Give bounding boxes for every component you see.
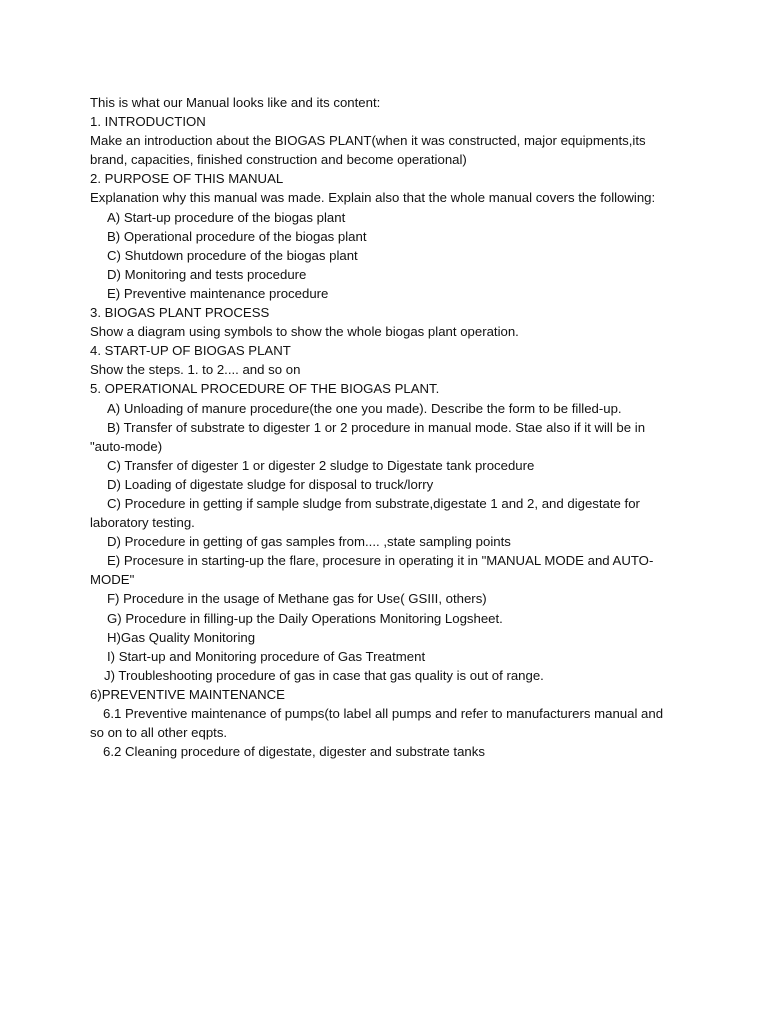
list-item: C) Transfer of digester 1 or digester 2 sludge to Digestate tank procedure [107, 457, 535, 473]
heading-operational: 5. OPERATIONAL PROCEDURE OF THE BIOGAS PLANT. [90, 381, 440, 397]
list-item: I) Start-up and Monitoring procedure of Gas Treatment [107, 648, 426, 664]
paragraph-process: Show a diagram using symbols to show the whole biogas plant operation. [90, 324, 519, 340]
list-item: D) Procedure in getting of gas samples from.... ,state sampling points [107, 534, 511, 550]
document-body [90, 93, 680, 761]
heading-introduction: 1. INTRODUCTION [90, 114, 206, 130]
list-item: H)Gas Quality Monitoring [107, 629, 256, 645]
paragraph-purpose: Explanation why this manual was made. Explain also that the whole manual covers the following: [90, 190, 656, 206]
heading-purpose: 2. PURPOSE OF THIS MANUAL [90, 171, 284, 187]
list-item: E) Procesure in starting-up the flare, procesure in operating it in "MANUAL MODE and AUTO-MODE" [90, 553, 654, 588]
list-item: 6.1 Preventive maintenance of pumps(to label all pumps and refer to manufacturers manual and so on to all other eqpts. [90, 706, 664, 741]
heading-process: 3. BIOGAS PLANT PROCESS [90, 305, 270, 321]
list-item: C) Procedure in getting if sample sludge from substrate,digestate 1 and 2, and digestate for laboratory testing. [90, 495, 640, 531]
list-item: C) Shutdown procedure of the biogas plant [107, 247, 358, 263]
list-item: A) Start-up procedure of the biogas plant [107, 209, 346, 225]
list-item: D) Loading of digestate sludge for disposal to truck/lorry [107, 476, 434, 492]
list-item: B) Transfer of substrate to digester 1 or 2 procedure in manual mode. Stae also if it will be in "auto-mode) [90, 419, 646, 454]
list-item: E) Preventive maintenance procedure [107, 285, 329, 301]
paragraph-startup: Show the steps. 1. to 2.... and so on [90, 362, 301, 378]
list-item: G) Procedure in filling-up the Daily Operations Monitoring Logsheet. [107, 610, 503, 626]
list-item: B) Operational procedure of the biogas plant [107, 228, 367, 244]
list-item: D) Monitoring and tests procedure [107, 266, 307, 282]
paragraph-introduction: Make an introduction about the BIOGAS PLANT(when it was constructed, major equipments,its brand, capacities, finished construction and become operational) [90, 133, 646, 168]
heading-preventive-maintenance: 6)PREVENTIVE MAINTENANCE [90, 686, 285, 702]
list-item: J) Troubleshooting procedure of gas in case that gas quality is out of range. [104, 667, 544, 683]
list-item: F) Procedure in the usage of Methane gas for Use( GSIII, others) [107, 591, 487, 607]
heading-startup: 4. START-UP OF BIOGAS PLANT [90, 343, 291, 359]
intro-line: This is what our Manual looks like and its content: [90, 95, 381, 110]
list-item: 6.2 Cleaning procedure of digestate, digester and substrate tanks [103, 744, 485, 760]
list-item: A) Unloading of manure procedure(the one you made). Describe the form to be filled-up. [107, 400, 622, 416]
